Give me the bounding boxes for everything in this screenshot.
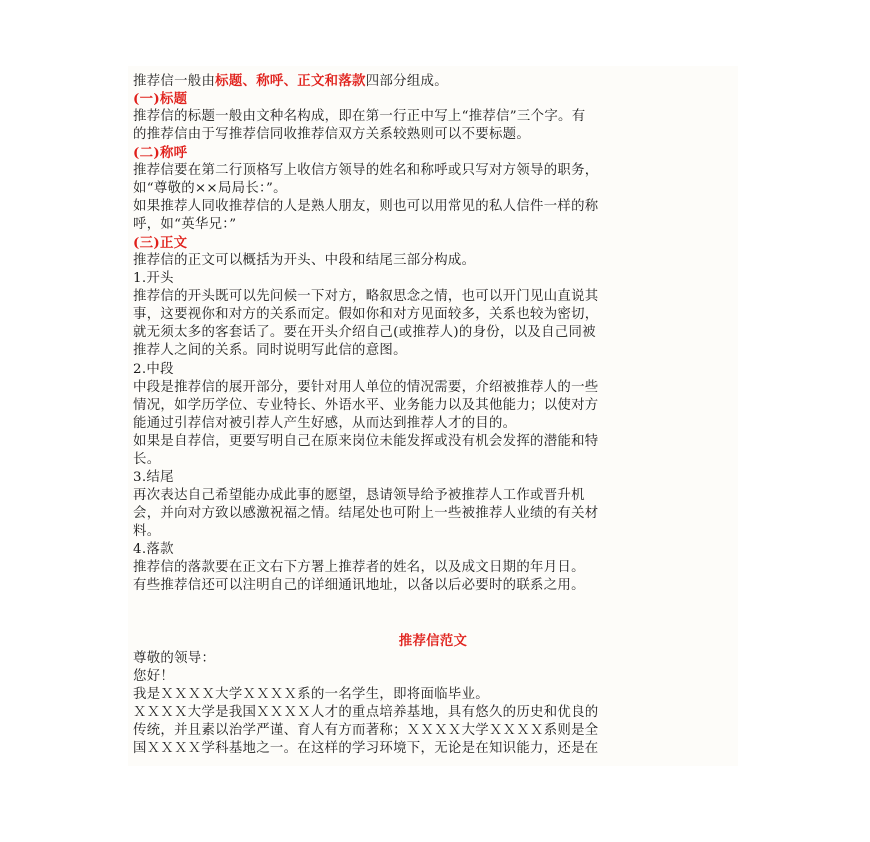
paragraph-line: 长。 xyxy=(133,452,161,467)
sample-line: 我是ＸＸＸＸ大学ＸＸＸＸ系的一名学生，即将面临毕业。 xyxy=(133,687,489,702)
sample-line: ＸＸＸＸ大学是我国ＸＸＸＸ人才的重点培养基地，具有悠久的历史和优良的 xyxy=(133,705,599,720)
paragraph-line: 中段是推荐信的展开部分，要针对用人单位的情况需要，介绍被推荐人的一些 xyxy=(133,380,599,395)
paragraph-line: 推荐信的正文可以概括为开头、中段和结尾三部分构成。 xyxy=(133,253,476,268)
paragraph-line: 料。 xyxy=(133,524,161,539)
paragraph-line: 推荐信的落款要在正文右下方署上推荐者的姓名，以及成文日期的年月日。 xyxy=(133,560,585,575)
paragraph-line: 再次表达自己希望能办成此事的愿望，恳请领导给予被推荐人工作或晋升机 xyxy=(133,488,585,503)
paragraph-line: 情况，如学历学位、专业特长、外语水平、业务能力以及其他能力；以使对方 xyxy=(133,398,599,413)
sample-line: 您好！ xyxy=(133,669,175,684)
paragraph-line: 呼，如“英华兄：” xyxy=(133,217,237,232)
paragraph-line: 推荐人之间的关系。同时说明写此信的意图。 xyxy=(133,343,407,358)
paragraph-line: 的推荐信由于写推荐信同收推荐信双方关系较熟则可以不要标题。 xyxy=(133,127,531,142)
section-salutation-heading: (二)称呼 xyxy=(133,145,188,161)
section-body-heading: (三)正文 xyxy=(133,235,188,251)
paragraph-line: 如“尊敬的××局局长：”。 xyxy=(133,181,287,196)
paragraph-line: 如果推荐人同收推荐信的人是熟人朋友，则也可以用常见的私人信件一样的称 xyxy=(133,199,599,214)
paragraph-line: 如果是自荐信，更要写明自己在原来岗位未能发挥或没有机会发挥的潜能和特 xyxy=(133,434,599,449)
paragraph-line: 推荐信的标题一般由文种名构成，即在第一行正中写上“推荐信”三个字。有 xyxy=(133,109,586,124)
intro-line xyxy=(133,72,733,91)
section-title-heading: (一)标题 xyxy=(133,91,188,107)
sample-line: 国ＸＸＸＸ学科基地之一。在这样的学习环境下，无论是在知识能力，还是在 xyxy=(133,741,599,756)
paragraph-line: 事，这要视你和对方的关系而定。假如你和对方见面较多，关系也较为密切， xyxy=(133,307,599,322)
sample-line: 传统，并且素以治学严谨、育人有方而著称；ＸＸＸＸ大学ＸＸＸＸ系则是全 xyxy=(133,723,599,738)
sample-title: 推荐信范文 xyxy=(398,633,468,649)
intro-prefix: 推荐信一般由 xyxy=(133,74,216,89)
paragraph-line: 就无须太多的客套话了。要在开头介绍自己(或推荐人)的身份，以及自己同被 xyxy=(133,325,596,340)
subsection-middle-heading: 2.中段 xyxy=(133,362,174,377)
paragraph-line: 推荐信要在第二行顶格写上收信方领导的姓名和称呼或只写对方领导的职务， xyxy=(133,163,599,178)
paragraph-line: 有些推荐信还可以注明自己的详细通讯地址，以备以后必要时的联系之用。 xyxy=(133,578,585,593)
paragraph-line: 能通过引荐信对被引荐人产生好感，从而达到推荐人才的目的。 xyxy=(133,416,517,431)
paragraph-line: 会，并向对方致以感激祝福之情。结尾处也可附上一些被推荐人业绩的有关材 xyxy=(133,506,599,521)
subsection-ending-heading: 3.结尾 xyxy=(133,470,174,485)
intro-suffix: 四部分组成。 xyxy=(365,74,448,89)
sample-line: 尊敬的领导： xyxy=(133,651,216,666)
subsection-opening-heading: 1.开头 xyxy=(133,271,174,286)
intro-highlight: 标题、称呼、正文和落款 xyxy=(215,73,366,89)
paragraph-line: 推荐信的开头既可以先问候一下对方，略叙思念之情，也可以开门见山直说其 xyxy=(133,289,599,304)
subsection-signature-heading: 4.落款 xyxy=(133,542,174,557)
